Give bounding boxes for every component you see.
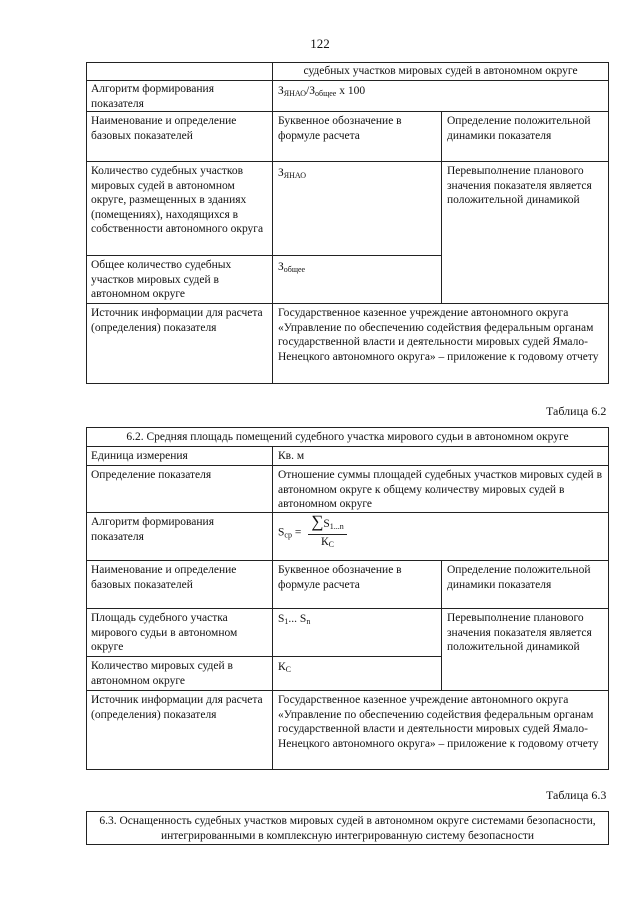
table2-source-value: Государственное казенное учреждение автономного округа «Управление по обеспечению содействия федеральным органам государственной власти и деятельности мировых судей Ямало-Ненецкого автономного округа» – приложение к годовому отчету <box>278 694 599 750</box>
table2-base-header-dynamics: Определение положительной динамики показателя <box>447 564 591 591</box>
table2-formula: $S_{ср}$ = $\frac{\sum S_{1...n}}{К_С}$ <box>278 514 478 552</box>
table1-base-header-symbol: Буквенное обозначение в формуле расчета <box>278 115 402 142</box>
table1-header-continuation: судебных участков мировых судей в автономном округе <box>303 65 578 77</box>
table2-definition-value: Отношение суммы площадей судебных участков мировых судей в автономном округе к общему количеству мировых судей в автономном округе <box>278 469 602 510</box>
table1-base-header-name: Наименование и определение базовых показателей <box>91 115 237 142</box>
table2-algorithm-label: Алгоритм формирования показателя <box>91 516 214 543</box>
table1-base-header-dynamics: Определение положительной динамики показателя <box>447 115 591 142</box>
table1-row1-name: Количество судебных участков мировых судей в автономном округе, размещенных в зданиях (помещениях), находящихся в собственности автономного округа <box>91 165 264 235</box>
table2-unit-label: Единица измерения <box>91 450 188 462</box>
table2-title: 6.2. Средняя площадь помещений судебного участка мирового судьи в автономном округе <box>126 431 569 443</box>
table-caption-6-3: Таблица 6.3 <box>546 788 607 802</box>
table2-source-label: Источник информации для расчета (определения) показателя <box>91 694 263 721</box>
table2-definition-label: Определение показателя <box>91 469 212 481</box>
table2-base-header-symbol: Буквенное обозначение в формуле расчета <box>278 564 402 591</box>
table3-title: 6.3. Оснащенность судебных участков мировых судей в автономном округе системами безопасности, интегрированными в комплексную интегрированную систему безопасности <box>99 815 596 842</box>
table2-formula-fraction: $\frac{\sum S_{1...n}}{К_С}$ <box>308 514 347 552</box>
table2-base-header-name: Наименование и определение базовых показателей <box>91 564 237 591</box>
table1-row2-name: Общее количество судебных участков мировых судей в автономном округе <box>91 259 232 300</box>
table1-dynamics: Перевыполнение планового значения показателя является положительной динамикой <box>447 165 592 206</box>
table1-algorithm-label: Алгоритм формирования показателя <box>91 83 214 110</box>
table-caption-6-2: Таблица 6.2 <box>546 404 607 418</box>
table2-row2-name: Количество мировых судей в автономном округе <box>91 660 233 687</box>
table1-algorithm-formula: $З_{ЯНАО}/З_{общее}$ х 100 <box>278 85 366 98</box>
page-number: 122 <box>310 36 330 51</box>
table2-row1-name: Площадь судебного участка мирового судьи в автономном округе <box>91 612 238 653</box>
table2-row2-symbol: $К_С$ <box>278 661 292 674</box>
table1-source-value: Государственное казенное учреждение автономного округа «Управление по обеспечению содействия федеральным органам государственной власти и деятельности мировых судей Ямало-Ненецкого автономного округа» – приложение к годовому отчету <box>278 307 599 363</box>
table2-unit-value: Кв. м <box>278 450 305 462</box>
table1-row2-symbol: $З_{общее}$ <box>278 261 306 274</box>
table1-source-label: Источник информации для расчета (определения) показателя <box>91 307 263 334</box>
table1-row1-symbol: $З_{ЯНАО}$ <box>278 167 307 180</box>
table2-row1-symbol: $S_1$... $S_n$ <box>278 613 311 626</box>
table2-dynamics: Перевыполнение планового значения показателя является положительной динамикой <box>447 612 592 653</box>
